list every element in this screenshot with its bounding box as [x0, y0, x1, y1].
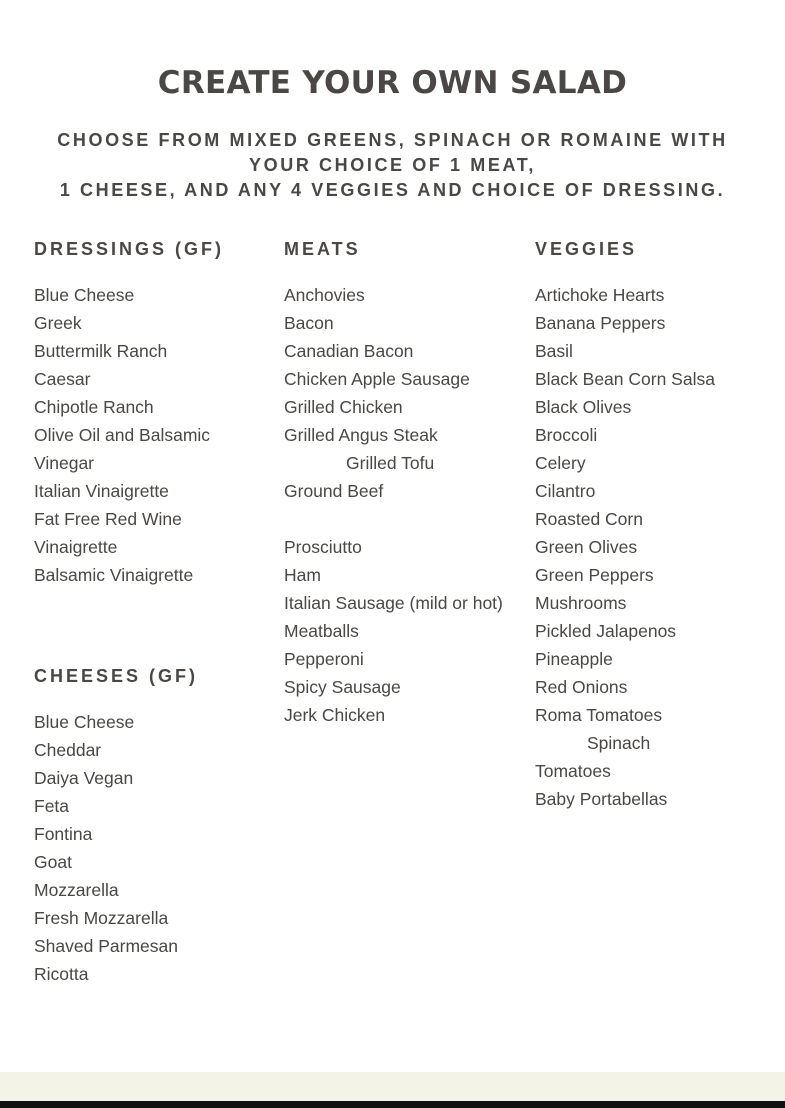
cheeses-section [34, 664, 274, 988]
list-item: Tomatoes [535, 761, 611, 781]
list-item: Fat Free Red Wine [34, 509, 182, 529]
list-item: Chipotle Ranch [34, 397, 154, 417]
subtitle-line-1: CHOOSE FROM MIXED GREENS, SPINACH OR ROMAINE WITH [57, 130, 728, 150]
list-item: Italian Vinaigrette [34, 481, 169, 501]
page-subtitle [40, 128, 745, 203]
list-item: Grilled Chicken [284, 397, 403, 417]
list-item: Chicken Apple Sausage [284, 369, 470, 389]
list-item: Anchovies [284, 285, 365, 305]
list-item: Basil [535, 341, 573, 361]
list-item: Mozzarella [34, 880, 119, 900]
subtitle-line-2: YOUR CHOICE OF 1 MEAT, [249, 155, 536, 175]
list-item: Caesar [34, 369, 91, 389]
dressings-heading: DRESSINGS (GF) [34, 239, 225, 259]
list-item: Black Olives [535, 397, 632, 417]
list-item: Pickled Jalapenos [535, 621, 677, 641]
dressings-section [34, 237, 274, 589]
list-item: Celery [535, 453, 586, 473]
list-item: Black Bean Corn Salsa [535, 369, 715, 389]
list-item: Mushrooms [535, 593, 627, 613]
list-item: Banana Peppers [535, 313, 666, 333]
list-item: Red Onions [535, 677, 628, 697]
meats-list [284, 281, 529, 729]
subtitle-line-3: 1 CHEESE, AND ANY 4 VEGGIES AND CHOICE OF DRESSING. [59, 180, 726, 200]
list-item: Olive Oil and Balsamic [34, 425, 211, 445]
list-item: Artichoke Hearts [535, 285, 665, 305]
list-item: Cilantro [535, 481, 596, 501]
list-item: Goat [34, 852, 72, 872]
list-item: Green Peppers [535, 565, 654, 585]
veggies-section [535, 237, 775, 813]
meats-heading: MEATS [284, 239, 361, 259]
footer-band [0, 1072, 785, 1101]
list-item: Shaved Parmesan [34, 936, 178, 956]
list-item: Blue Cheese [34, 285, 135, 305]
list-item: Grilled Angus Steak [284, 425, 438, 445]
list-item: Vinegar [34, 453, 95, 473]
list-item: Daiya Vegan [34, 768, 134, 788]
list-item: Grilled Tofu [346, 453, 435, 473]
list-item: Blue Cheese [34, 712, 135, 732]
list-item: Ground Beef [284, 481, 384, 501]
page-title: CREATE YOUR OWN SALAD [157, 65, 628, 101]
meats-section [284, 237, 529, 729]
list-item: Roma Tomatoes [535, 705, 663, 725]
list-item: Meatballs [284, 621, 359, 641]
list-item: Fresh Mozzarella [34, 908, 169, 928]
list-spacer [284, 505, 529, 533]
footer-bar [0, 1101, 785, 1108]
list-item: Greek [34, 313, 82, 333]
cheeses-list [34, 708, 274, 988]
list-item: Bacon [284, 313, 334, 333]
list-item: Spicy Sausage [284, 677, 401, 697]
cheeses-heading: CHEESES (GF) [34, 666, 199, 686]
list-item: Feta [34, 796, 70, 816]
list-item: Jerk Chicken [284, 705, 386, 725]
list-item: Cheddar [34, 740, 102, 760]
list-item: Canadian Bacon [284, 341, 414, 361]
list-item: Italian Sausage (mild or hot) [284, 593, 503, 613]
list-item: Roasted Corn [535, 509, 643, 529]
list-item: Green Olives [535, 537, 638, 557]
veggies-heading: VEGGIES [535, 239, 638, 259]
list-item: Baby Portabellas [535, 789, 668, 809]
list-item: Prosciutto [284, 537, 362, 557]
list-item: Ham [284, 565, 321, 585]
list-item: Broccoli [535, 425, 598, 445]
list-item: Buttermilk Ranch [34, 341, 168, 361]
dressings-list [34, 281, 274, 589]
veggies-list [535, 281, 775, 813]
list-item: Ricotta [34, 964, 89, 984]
list-item: Spinach [587, 733, 651, 753]
list-item: Vinaigrette [34, 537, 118, 557]
list-item: Pineapple [535, 649, 613, 669]
list-item: Fontina [34, 824, 93, 844]
list-item: Balsamic Vinaigrette [34, 565, 194, 585]
list-item: Pepperoni [284, 649, 364, 669]
